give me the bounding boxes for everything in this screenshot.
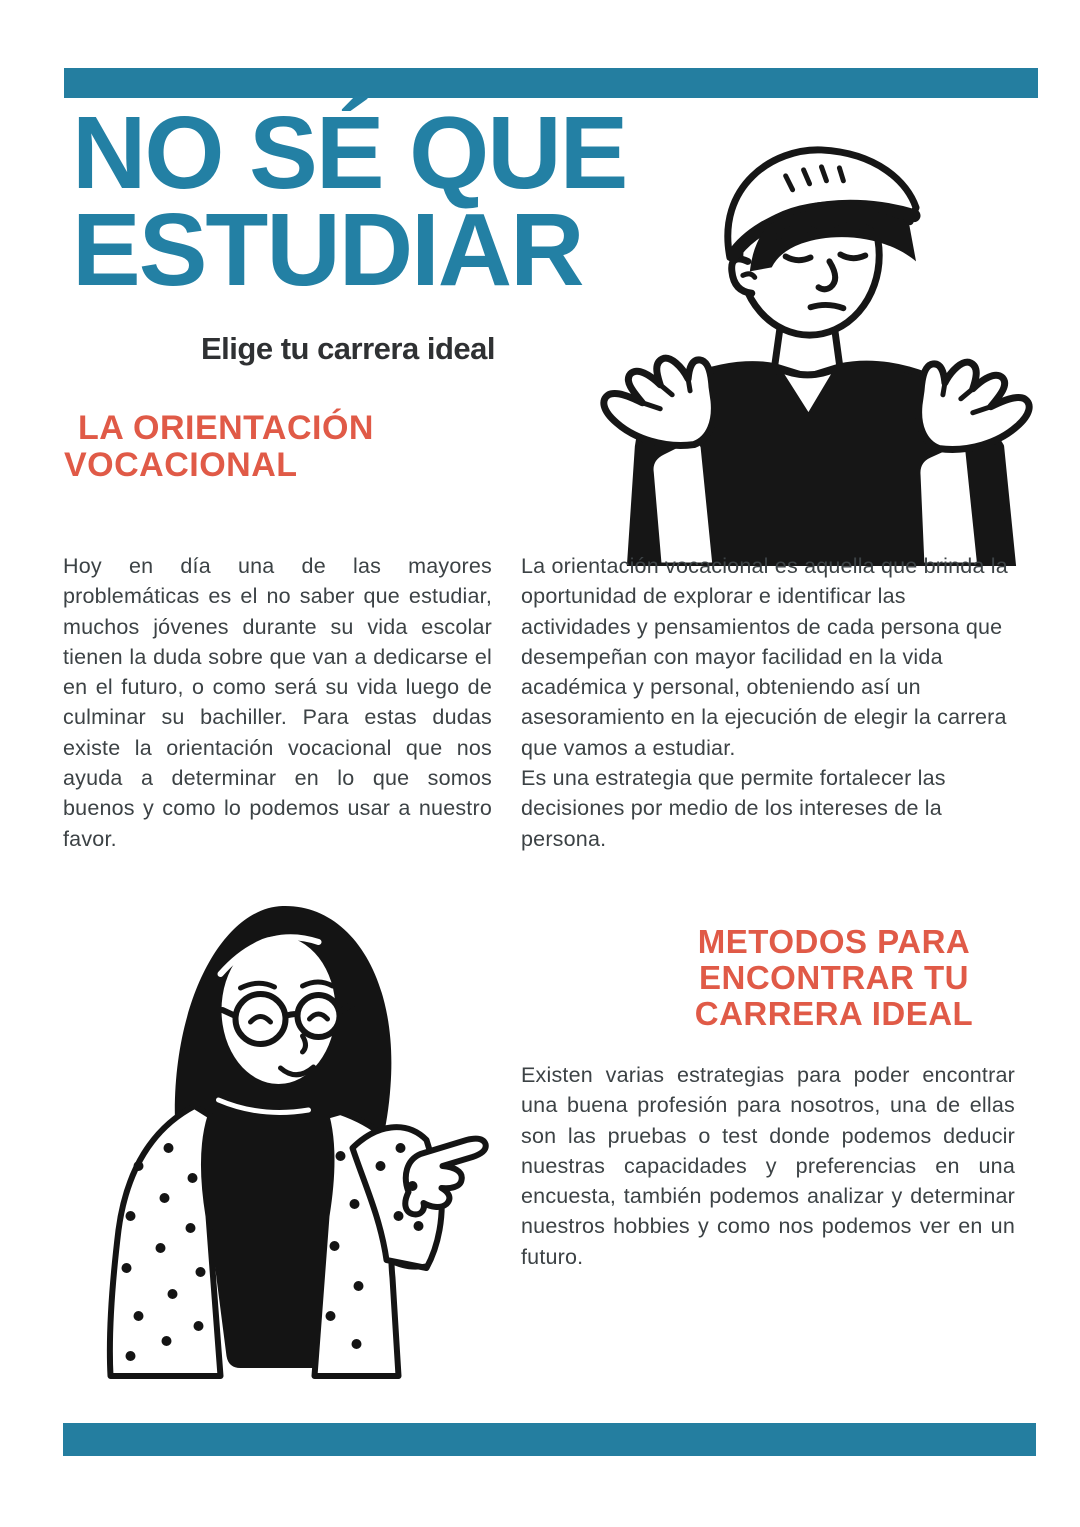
heading-metodos-line3: CARRERA IDEAL (694, 995, 974, 1032)
orientacion-left-text: Hoy en día una de las mayores problemáticas es el no saber que estudiar, muchos jóvenes durante su vida escolar tienen la duda sobre que van a dedicarse el en el futuro, o como será su vida luego de culminar su bachiller. Para estas dudas existe la orientación vocacional que nos ayuda a determinar en lo que somos buenos y como lo podemos usar a nuestro favor. (63, 554, 492, 851)
heading-metodos-line1: METODOS PARA (697, 923, 971, 960)
heading-metodos (656, 924, 1012, 1032)
poster-subtitle: Elige tu carrera ideal (201, 331, 495, 366)
orientacion-right-text-1: La orientación vocacional es aquella que brinda la oportunidad de explorar e identificar las actividades y pensamientos de cada persona que desempeñan con mayor facilidad en la vida académica y personal, obteniendo así un asesoramiento en la ejecución de elegir la carrera que vamos a estudiar. (521, 554, 1008, 760)
heading-metodos-line2: ENCONTRAR TU (699, 959, 969, 996)
metodos-text: Existen varias estrategias para poder encontrar una buena profesión para nosotros, una de ellas son las pruebas o test donde podemos deducir nuestras capacidades y preferencias en una encuesta, también podemos analizar y determinar nuestros hobbies y como nos podemos ver en un futuro. (521, 1063, 1015, 1269)
heading-orientacion (64, 410, 374, 484)
bottom-accent-bar (63, 1423, 1036, 1456)
shrugging-person-svg (588, 138, 1046, 566)
orientacion-left-paragraph (63, 551, 492, 854)
poster-title-line2: ESTUDIAR (72, 192, 583, 307)
top-accent-bar (64, 68, 1038, 98)
orientacion-right-text-2: Es una estrategia que permite fortalecer las decisiones por medio de los intereses de la persona. (521, 766, 946, 851)
poster-title-line1: NO SÉ QUE (72, 95, 627, 210)
pointing-woman-svg (66, 886, 511, 1386)
metodos-paragraph (521, 1060, 1015, 1272)
orientacion-right-paragraphs (521, 551, 1015, 854)
heading-orientacion-line1: LA ORIENTACIÓN (78, 409, 374, 447)
shrugging-person-illustration (588, 138, 1046, 566)
heading-orientacion-line2: VOCACIONAL (64, 446, 298, 484)
pointing-woman-illustration (66, 886, 511, 1386)
